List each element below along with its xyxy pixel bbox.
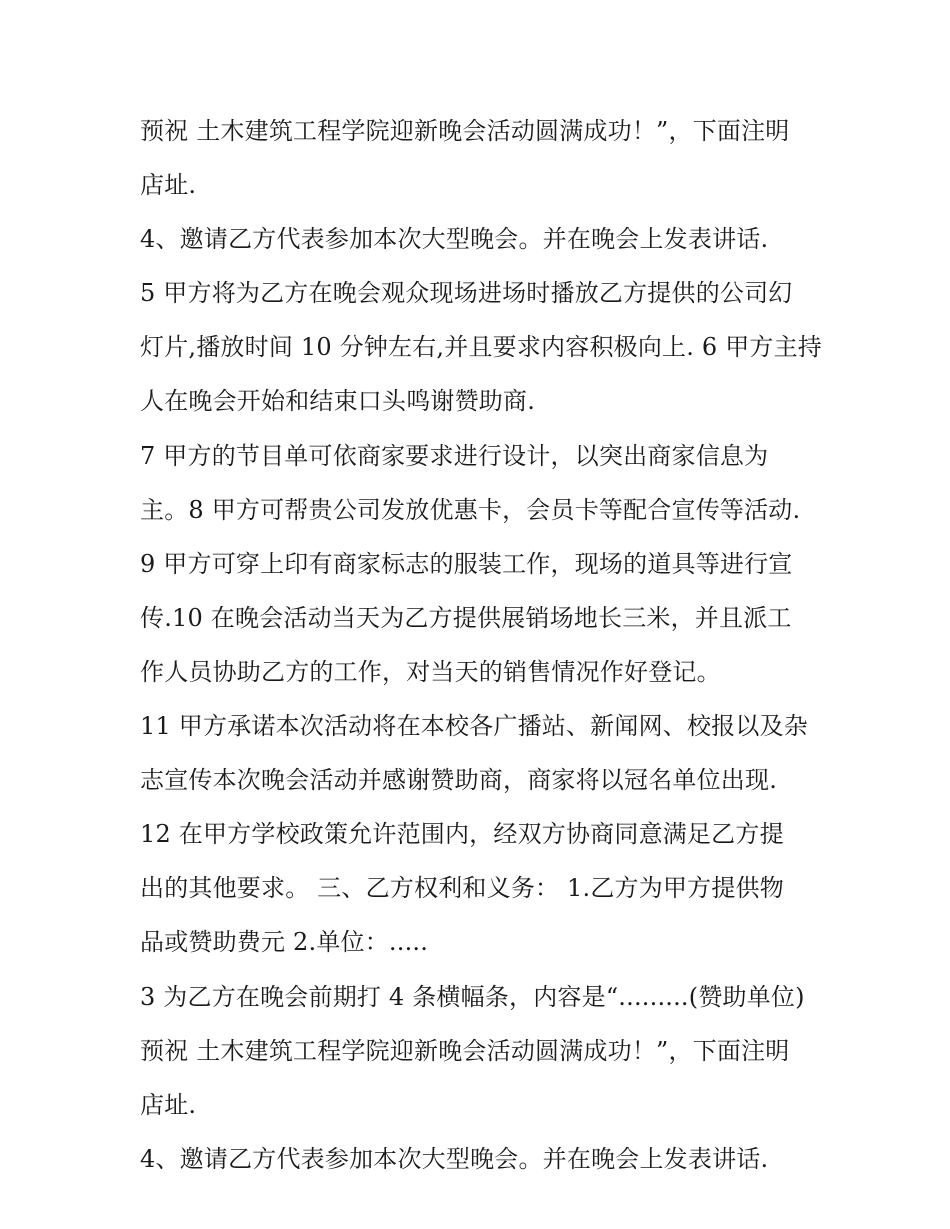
text-line: 9 甲方可穿上印有商家标志的服装工作，现场的道具等进行宣 bbox=[140, 549, 793, 578]
text-line: 7 甲方的节目单可依商家要求进行设计，以突出商家信息为 bbox=[140, 441, 769, 470]
text-line: 主。8 甲方可帮贵公司发放优惠卡，会员卡等配合宣传等活动. bbox=[140, 495, 801, 524]
text-line: 3 为乙方在晚会前期打 4 条横幅条，内容是“.........(赞助单位) bbox=[140, 982, 805, 1011]
text-line: 店址. bbox=[140, 1090, 197, 1119]
text-line: 传.10 在晚会活动当天为乙方提供展销场地长三米，并且派工 bbox=[140, 603, 792, 632]
text-line: 品或赞助费元 2.单位：..... bbox=[140, 928, 429, 957]
text-line: 4、邀请乙方代表参加本次大型晚会。并在晚会上发表讲话. bbox=[140, 225, 769, 254]
text-line: 4、邀请乙方代表参加本次大型晚会。并在晚会上发表讲话. bbox=[140, 1144, 769, 1173]
text-line: 志宣传本次晚会活动并感谢赞助商，商家将以冠名单位出现. bbox=[140, 766, 778, 795]
text-line: 灯片,播放时间 10 分钟左右,并且要求内容积极向上. 6 甲方主持 bbox=[140, 333, 823, 362]
text-line: 11 甲方承诺本次活动将在本校各广播站、新闻网、校报以及杂 bbox=[140, 712, 808, 741]
document-body bbox=[140, 104, 823, 1186]
text-line: 预祝 土木建筑工程学院迎新晚会活动圆满成功！”，下面注明 bbox=[140, 117, 790, 145]
text-line: 出的其他要求。 三、乙方权利和义务： 1.乙方为甲方提供物 bbox=[140, 874, 784, 903]
text-line: 人在晚会开始和结束口头鸣谢赞助商. bbox=[140, 387, 536, 416]
text-line: 作人员协助乙方的工作，对当天的销售情况作好登记。 bbox=[140, 657, 721, 686]
text-line: 12 在甲方学校政策允许范围内，经双方协商同意满足乙方提 bbox=[140, 820, 784, 849]
text-line: 5 甲方将为乙方在晚会观众现场进场时播放乙方提供的公司幻 bbox=[140, 279, 793, 308]
text-line: 预祝 土木建筑工程学院迎新晚会活动圆满成功！”，下面注明 bbox=[140, 1036, 790, 1065]
text-line: 店址. bbox=[140, 171, 197, 200]
